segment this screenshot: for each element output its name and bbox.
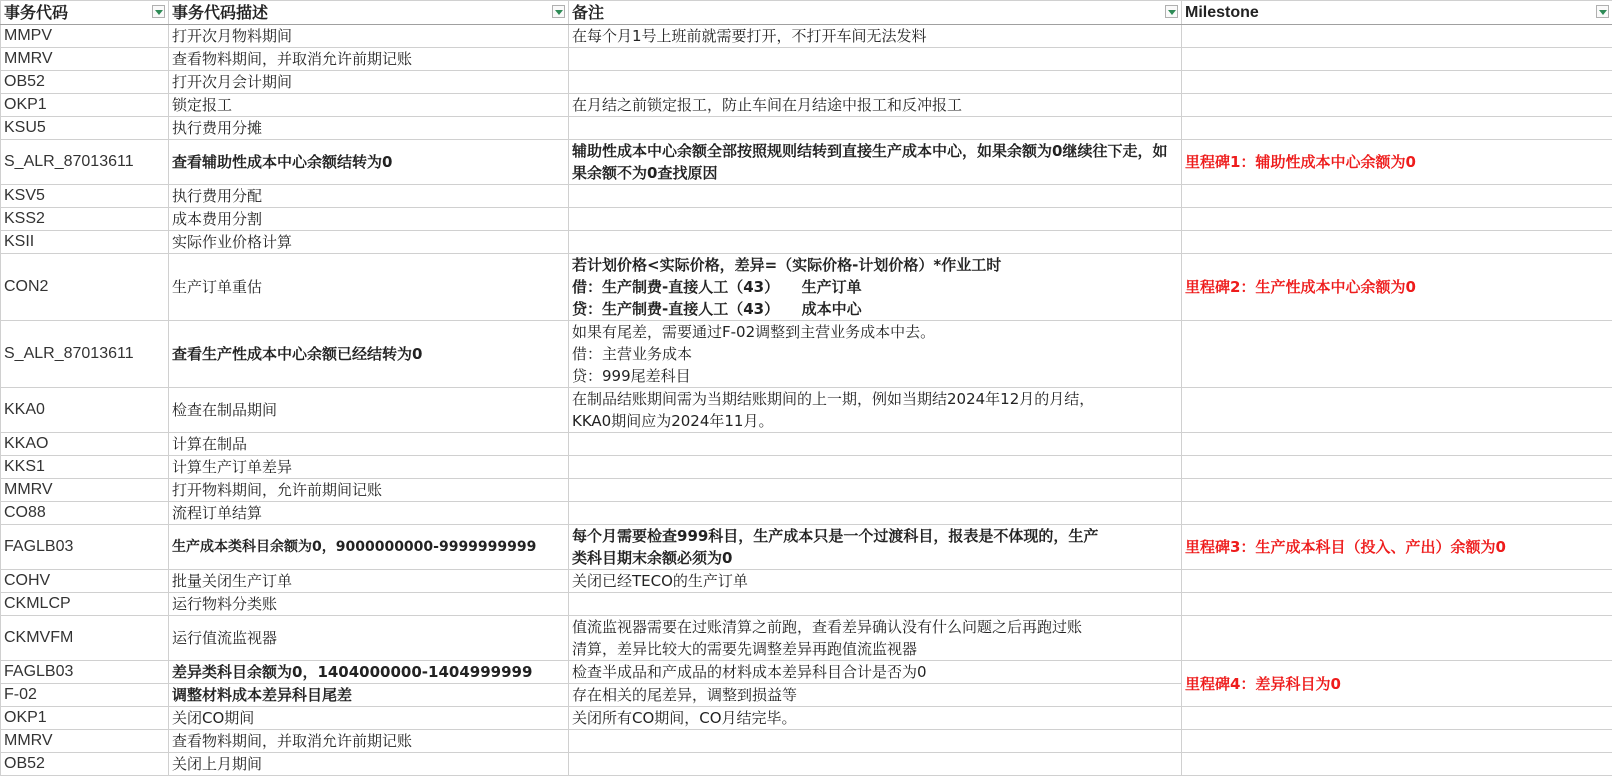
cell-milestone[interactable] xyxy=(1182,570,1612,593)
cell-desc[interactable]: 查看生产性成本中心余额已经结转为0 xyxy=(169,321,569,388)
cell-note[interactable] xyxy=(569,321,1182,388)
cell-code[interactable]: CO88 xyxy=(1,502,169,525)
cell-note[interactable] xyxy=(569,48,1182,71)
cell-desc[interactable]: 关闭上月期间 xyxy=(169,753,569,776)
cell-note[interactable] xyxy=(569,753,1182,776)
cell-code[interactable]: S_ALR_87013611 xyxy=(1,140,169,185)
cell-desc[interactable]: 查看物料期间，并取消允许前期记账 xyxy=(169,48,569,71)
col-header-desc-label: 事务代码描述 xyxy=(172,2,269,22)
cell-desc[interactable]: 打开次月物料期间 xyxy=(169,25,569,48)
cell-desc[interactable]: 关闭CO期间 xyxy=(169,707,569,730)
table-row xyxy=(1,707,1612,730)
cell-note[interactable] xyxy=(569,388,1182,433)
cell-desc[interactable]: 执行费用分摊 xyxy=(169,117,569,140)
note-line: 类科目期末余额必须为0 xyxy=(572,549,733,567)
cell-note[interactable] xyxy=(569,730,1182,753)
cell-note[interactable]: 关闭已经TECO的生产订单 xyxy=(569,570,1182,593)
cell-milestone[interactable] xyxy=(1182,94,1612,117)
cell-milestone[interactable] xyxy=(1182,616,1612,661)
cell-desc[interactable]: 执行费用分配 xyxy=(169,185,569,208)
cell-code[interactable]: MMPV xyxy=(1,25,169,48)
cell-note[interactable] xyxy=(569,616,1182,661)
header-row xyxy=(1,1,1612,25)
note-line: 借：主营业务成本 xyxy=(572,345,693,363)
cell-code[interactable]: MMRV xyxy=(1,730,169,753)
table-row xyxy=(1,479,1612,502)
cell-note[interactable] xyxy=(569,456,1182,479)
cell-desc[interactable]: 计算生产订单差异 xyxy=(169,456,569,479)
cell-note[interactable] xyxy=(569,117,1182,140)
cell-code[interactable]: KSU5 xyxy=(1,117,169,140)
table-row xyxy=(1,570,1612,593)
cell-desc[interactable]: 查看辅助性成本中心余额结转为0 xyxy=(169,140,569,185)
cell-milestone[interactable] xyxy=(1182,479,1612,502)
note-line: 若计划价格<实际价格，差异=（实际价格-计划价格）*作业工时 xyxy=(572,256,1002,274)
cell-note[interactable] xyxy=(569,593,1182,616)
cell-milestone[interactable]: 里程碑2：生产性成本中心余额为0 xyxy=(1182,254,1612,321)
col-header-milestone xyxy=(1182,1,1612,25)
cell-note[interactable]: 存在相关的尾差异，调整到损益等 xyxy=(569,684,1182,707)
cell-milestone[interactable] xyxy=(1182,707,1612,730)
filter-dropdown-icon[interactable] xyxy=(1596,5,1609,18)
cell-code[interactable]: KKA0 xyxy=(1,388,169,433)
cell-milestone[interactable] xyxy=(1182,231,1612,254)
table-row xyxy=(1,433,1612,456)
cell-milestone[interactable] xyxy=(1182,502,1612,525)
filter-dropdown-icon[interactable] xyxy=(152,5,165,18)
note-line: KKA0期间应为2024年11月。 xyxy=(572,412,774,430)
table-row xyxy=(1,321,1612,388)
cell-milestone[interactable] xyxy=(1182,730,1612,753)
cell-desc[interactable]: 差异类科目余额为0，1404000000-1404999999 xyxy=(169,661,569,684)
cell-note[interactable] xyxy=(569,479,1182,502)
cell-code[interactable]: KKAO xyxy=(1,433,169,456)
cell-code[interactable]: KKS1 xyxy=(1,456,169,479)
table-row xyxy=(1,502,1612,525)
col-header-desc xyxy=(169,1,569,25)
cell-code[interactable]: S_ALR_87013611 xyxy=(1,321,169,388)
cell-code[interactable]: OKP1 xyxy=(1,707,169,730)
cell-milestone[interactable]: 里程碑4：差异科目为0 xyxy=(1182,661,1612,707)
cell-code[interactable]: KSS2 xyxy=(1,208,169,231)
note-line: 值流监视器需要在过账清算之前跑，查看差异确认没有什么问题之后再跑过账 xyxy=(572,618,1083,636)
cell-note[interactable]: 关闭所有CO期间，CO月结完毕。 xyxy=(569,707,1182,730)
cell-milestone[interactable] xyxy=(1182,456,1612,479)
table-row xyxy=(1,661,1612,684)
cell-desc[interactable]: 打开次月会计期间 xyxy=(169,71,569,94)
cell-code[interactable]: MMRV xyxy=(1,48,169,71)
table-row xyxy=(1,25,1612,48)
note-line: 如果有尾差，需要通过F-02调整到主营业务成本中去。 xyxy=(572,323,936,341)
cell-note[interactable]: 辅助性成本中心余额全部按照规则结转到直接生产成本中心，如果余额为0继续往下走，如果余额不为0查找原因 xyxy=(569,140,1182,185)
cell-desc[interactable]: 批量关闭生产订单 xyxy=(169,570,569,593)
cell-code[interactable]: KSV5 xyxy=(1,185,169,208)
cell-desc[interactable]: 生产订单重估 xyxy=(169,254,569,321)
table-row xyxy=(1,753,1612,776)
table-row xyxy=(1,456,1612,479)
col-header-milestone-label: Milestone xyxy=(1185,4,1259,21)
table-row xyxy=(1,208,1612,231)
cell-code[interactable]: CKMLCP xyxy=(1,593,169,616)
table-row xyxy=(1,231,1612,254)
cell-desc[interactable]: 检查在制品期间 xyxy=(169,388,569,433)
cell-milestone[interactable] xyxy=(1182,321,1612,388)
cell-code[interactable]: COHV xyxy=(1,570,169,593)
filter-dropdown-icon[interactable] xyxy=(552,5,565,18)
cell-note[interactable]: 在每个月1号上班前就需要打开，不打开车间无法发料 xyxy=(569,25,1182,48)
cell-milestone[interactable] xyxy=(1182,71,1612,94)
note-line: 每个月需要检查999科目，生产成本只是一个过渡科目，报表是不体现的，生产 xyxy=(572,527,1099,545)
cell-note[interactable] xyxy=(569,71,1182,94)
table-row xyxy=(1,730,1612,753)
cell-code[interactable]: MMRV xyxy=(1,479,169,502)
table-row xyxy=(1,388,1612,433)
cell-desc[interactable]: 运行物料分类账 xyxy=(169,593,569,616)
cell-milestone[interactable]: 里程碑3：生产成本科目（投入、产出）余额为0 xyxy=(1182,525,1612,570)
col-header-note xyxy=(569,1,1182,25)
cell-code[interactable]: KSII xyxy=(1,231,169,254)
cell-code[interactable]: OB52 xyxy=(1,71,169,94)
table-row xyxy=(1,117,1612,140)
cell-milestone[interactable] xyxy=(1182,753,1612,776)
cell-desc[interactable]: 成本费用分割 xyxy=(169,208,569,231)
cell-desc[interactable]: 查看物料期间，并取消允许前期记账 xyxy=(169,730,569,753)
cell-milestone[interactable] xyxy=(1182,117,1612,140)
cell-note[interactable] xyxy=(569,208,1182,231)
cell-note[interactable] xyxy=(569,433,1182,456)
cell-note[interactable] xyxy=(569,185,1182,208)
col-header-code xyxy=(1,1,169,25)
cell-note[interactable] xyxy=(569,525,1182,570)
cell-desc[interactable]: 调整材料成本差异科目尾差 xyxy=(169,684,569,707)
cell-milestone[interactable]: 里程碑1：辅助性成本中心余额为0 xyxy=(1182,140,1612,185)
col-header-code-label: 事务代码 xyxy=(4,2,69,22)
cell-desc[interactable]: 锁定报工 xyxy=(169,94,569,117)
cell-code[interactable]: F-02 xyxy=(1,684,169,707)
cell-milestone[interactable] xyxy=(1182,25,1612,48)
table-row xyxy=(1,525,1612,570)
table-row xyxy=(1,254,1612,321)
cell-milestone[interactable] xyxy=(1182,388,1612,433)
cell-note[interactable] xyxy=(569,254,1182,321)
note-line: 贷：生产制费-直接人工（43） 成本中心 xyxy=(572,300,862,318)
cell-code[interactable]: FAGLB03 xyxy=(1,661,169,684)
cell-note[interactable] xyxy=(569,231,1182,254)
cell-desc[interactable]: 实际作业价格计算 xyxy=(169,231,569,254)
note-line: 清算，差异比较大的需要先调整差异再跑值流监视器 xyxy=(572,640,918,658)
filter-dropdown-icon[interactable] xyxy=(1165,5,1178,18)
cell-code[interactable]: FAGLB03 xyxy=(1,525,169,570)
cell-code[interactable]: CON2 xyxy=(1,254,169,321)
cell-note[interactable] xyxy=(569,502,1182,525)
cell-milestone[interactable] xyxy=(1182,593,1612,616)
cell-desc[interactable]: 计算在制品 xyxy=(169,433,569,456)
table-row xyxy=(1,140,1612,185)
cell-milestone[interactable] xyxy=(1182,433,1612,456)
table-row xyxy=(1,616,1612,661)
table-row xyxy=(1,593,1612,616)
cell-note[interactable]: 在月结之前锁定报工，防止车间在月结途中报工和反冲报工 xyxy=(569,94,1182,117)
table-row xyxy=(1,71,1612,94)
table-row xyxy=(1,94,1612,117)
note-line: 贷：999尾差科目 xyxy=(572,367,691,385)
cell-code[interactable]: CKMVFM xyxy=(1,616,169,661)
cell-milestone[interactable] xyxy=(1182,185,1612,208)
cell-desc[interactable]: 运行值流监视器 xyxy=(169,616,569,661)
cell-note[interactable]: 检查半成品和产成品的材料成本差异科目合计是否为0 xyxy=(569,661,1182,684)
cell-desc[interactable]: 生产成本类科目余额为0，9000000000-9999999999 xyxy=(169,525,569,570)
cell-code[interactable]: OKP1 xyxy=(1,94,169,117)
cell-milestone[interactable] xyxy=(1182,208,1612,231)
table-row xyxy=(1,185,1612,208)
cell-code[interactable]: OB52 xyxy=(1,753,169,776)
cell-desc[interactable]: 流程订单结算 xyxy=(169,502,569,525)
col-header-note-label: 备注 xyxy=(572,2,605,22)
cell-desc[interactable]: 打开物料期间，允许前期间记账 xyxy=(169,479,569,502)
note-line: 借：生产制费-直接人工（43） 生产订单 xyxy=(572,278,862,296)
note-line: 在制品结账期间需为当期结账期间的上一期，例如当期结2024年12月的月结， xyxy=(572,390,1095,408)
cell-milestone[interactable] xyxy=(1182,48,1612,71)
table-row xyxy=(1,48,1612,71)
